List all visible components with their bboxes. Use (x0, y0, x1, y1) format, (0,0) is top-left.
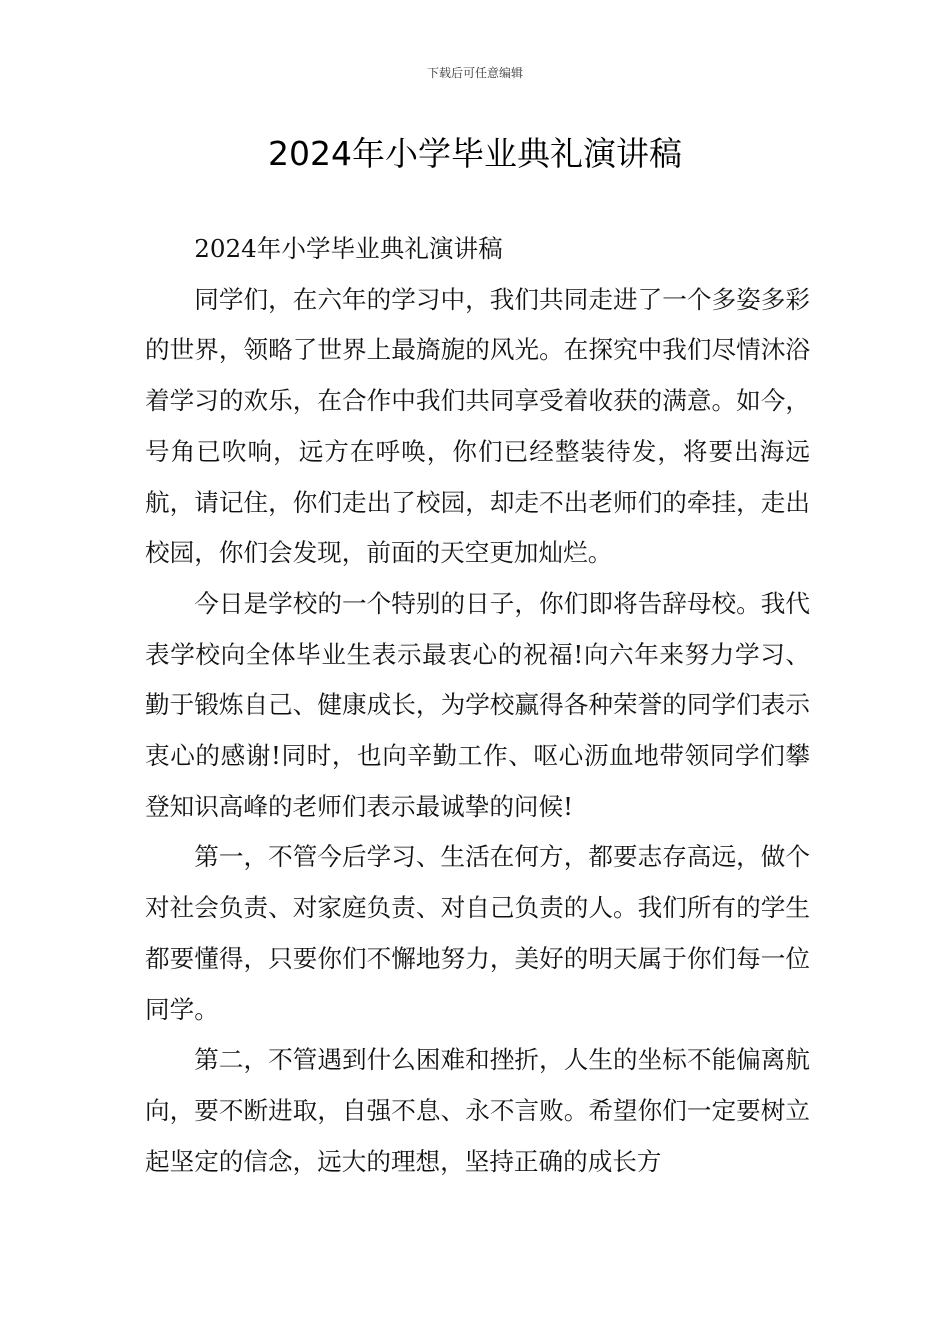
document-title: 2024年小学毕业典礼演讲稿 (268, 134, 682, 173)
paragraph-4: 第二，不管遇到什么困难和挫折，人生的坐标不能偏离航向，要不断进取，自强不息、永不言败。希望你们一定要树立起坚定的信念，远大的理想，坚持正确的成长方 (145, 1045, 810, 1176)
header-note: 下载后可任意编辑 (426, 66, 523, 80)
document-body (145, 224, 810, 1187)
paragraph-1: 同学们，在六年的学习中，我们共同走进了一个多姿多彩的世界，领略了世界上最旖旎的风光。在探究中我们尽情沐浴着学习的欢乐，在合作中我们共同享受着收获的满意。如今，号角已吹响，远方在呼唤，你们已经整装待发，将要出海远航，请记住，你们走出了校园，却走不出老师们的牵挂，走出校园，你们会发现，前面的天空更加灿烂。 (145, 284, 810, 568)
paragraph-2: 今日是学校的一个特别的日子，你们即将告辞母校。我代表学校向全体毕业生表示最衷心的祝福!向六年来努力学习、勤于锻炼自己、健康成长，为学校赢得各种荣誉的同学们表示衷心的感谢!同时，也向辛勤工作、呕心沥血地带领同学们攀登知识高峰的老师们表示最诚挚的问候! (145, 588, 810, 821)
paragraph-3: 第一，不管今后学习、生活在何方，都要志存高远，做个对社会负责、对家庭负责、对自己负责的人。我们所有的学生都要懂得，只要你们不懈地努力，美好的明天属于你们每一位同学。 (145, 842, 810, 1024)
paragraph-subtitle: 2024年小学毕业典礼演讲稿 (194, 234, 503, 263)
